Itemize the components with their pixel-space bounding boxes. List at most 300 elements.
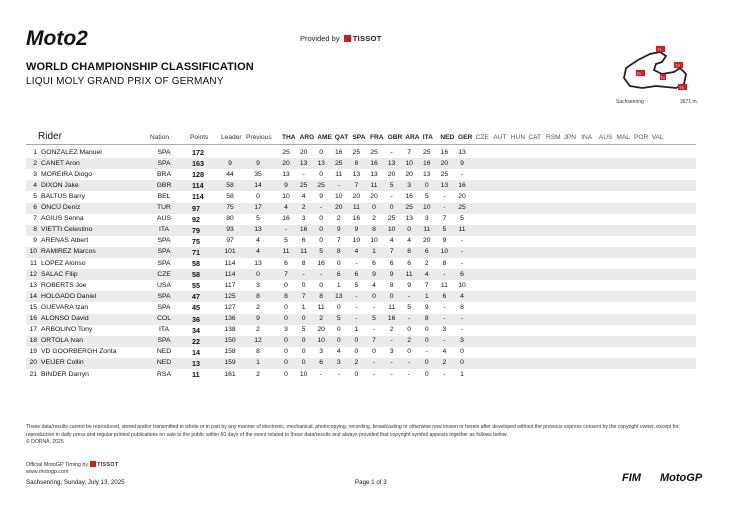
race-result-cell: 20	[352, 192, 361, 200]
race-result-cell: 6	[354, 270, 359, 278]
race-result-cell: -	[443, 270, 446, 278]
race-result-cell: 11	[300, 248, 308, 256]
track-label-t1-text: T1	[657, 47, 662, 52]
race-result-cell: 11	[458, 226, 466, 234]
race-result-cell: 20	[440, 159, 449, 167]
race-result-cell: 16	[405, 192, 413, 200]
race-result-cell: -	[372, 326, 376, 334]
nation-cell: SPA	[157, 259, 171, 267]
race-header-qat: QAT	[334, 134, 349, 141]
rider-name-cell: HOLGADO Daniel	[41, 292, 97, 300]
race-result-cell: 1	[372, 248, 376, 256]
points-cell: 34	[192, 325, 200, 335]
points-cell: 14	[192, 347, 200, 357]
race-result-cell: 4	[424, 270, 429, 278]
race-result-cell: 7	[354, 181, 359, 189]
race-result-cell: 0	[354, 370, 359, 378]
header-nation: Nation	[150, 134, 170, 141]
fim-logo	[622, 470, 652, 484]
position-cell: 5	[33, 192, 37, 200]
header-rider: Rider	[38, 131, 62, 142]
race-header-ina: INA	[581, 134, 593, 141]
nation-cell: SPA	[157, 237, 171, 245]
table-row	[26, 169, 696, 180]
race-result-cell: 2	[442, 359, 447, 367]
race-result-cell: 1	[336, 281, 341, 289]
rider-name-cell: LOPEZ Alonso	[41, 259, 86, 267]
race-header-ara: ARA	[405, 134, 420, 141]
points-cell: 114	[192, 192, 204, 202]
points-cell: 36	[192, 314, 200, 324]
leader-gap-cell: 150	[224, 337, 236, 345]
race-result-cell: -	[372, 303, 376, 311]
table-row	[26, 369, 696, 380]
race-result-cell: -	[408, 315, 411, 322]
race-result-cell: 0	[301, 337, 306, 345]
position-cell: 9	[33, 237, 37, 245]
table-row	[26, 336, 696, 347]
previous-gap-cell: 13	[254, 259, 262, 267]
race-result-cell: 20	[423, 237, 431, 245]
race-result-cell: -	[355, 303, 358, 311]
race-result-cell: 0	[424, 370, 429, 378]
timing-credit	[26, 461, 118, 468]
race-result-cell: 0	[301, 359, 306, 367]
race-result-cell: 10	[282, 192, 290, 200]
race-result-cell: 5	[319, 248, 324, 256]
race-result-cell: 2	[301, 204, 306, 211]
race-result-cell: 8	[460, 303, 464, 311]
nation-cell: RSA	[157, 370, 171, 378]
race-result-cell: -	[390, 192, 393, 200]
rider-name-cell: ÖNCÜ Deniz	[41, 204, 81, 211]
race-result-cell: -	[302, 270, 305, 278]
race-result-cell: 0	[336, 326, 341, 334]
race-result-cell: 10	[335, 192, 343, 200]
page-number: Page 1 of 3	[355, 479, 387, 486]
leader-gap-cell: 136	[224, 315, 236, 322]
race-result-cell: 11	[423, 226, 431, 234]
disclaimer	[26, 424, 706, 447]
leader-gap-cell: 44	[226, 170, 234, 178]
position-cell: 11	[29, 259, 37, 267]
points-cell: 45	[192, 303, 200, 313]
race-result-cell: -	[443, 315, 446, 322]
nation-cell: ITA	[158, 226, 170, 234]
race-result-cell: 0	[319, 170, 324, 178]
race-result-cell: 11	[335, 170, 343, 178]
race-result-cell: 10	[370, 237, 378, 245]
table-row	[26, 358, 696, 369]
previous-gap-cell: 12	[254, 337, 262, 345]
race-result-cell: 0	[372, 292, 376, 300]
page-subtitle: LIQUI MOLY GRAND PRIX OF GERMANY	[26, 76, 224, 87]
nation-cell: SPA	[157, 303, 171, 311]
race-result-cell: 25	[405, 204, 413, 211]
race-header-fra: FRA	[370, 134, 384, 141]
race-result-cell: 0	[284, 370, 288, 378]
position-cell: 1	[33, 148, 37, 156]
points-cell: 55	[192, 281, 200, 291]
points-cell: 97	[192, 203, 200, 213]
race-result-cell: -	[408, 292, 411, 300]
race-header-ita: ITA	[422, 134, 433, 141]
previous-gap-cell: 35	[254, 170, 262, 178]
race-result-cell: 6	[319, 359, 324, 367]
race-result-cell: 4	[336, 348, 341, 356]
race-result-cell: 0	[389, 204, 394, 211]
race-result-cell: 9	[424, 303, 429, 311]
race-result-cell: 5	[354, 281, 359, 289]
race-result-cell: -	[372, 359, 376, 367]
race-result-cell: 25	[335, 159, 343, 167]
leader-gap-cell: 127	[224, 303, 236, 311]
track-label-fl-text: FL	[637, 71, 642, 76]
position-cell: 19	[29, 348, 37, 356]
points-cell: 58	[192, 259, 200, 268]
race-result-cell: 2	[389, 326, 394, 334]
table-row	[26, 191, 696, 202]
leader-gap-cell: 117	[224, 281, 236, 289]
race-result-cell: 4	[442, 348, 447, 356]
position-cell: 8	[33, 226, 37, 234]
nation-cell: SPA	[157, 248, 171, 256]
race-result-cell: 25	[458, 204, 466, 211]
race-result-cell: -	[443, 204, 446, 211]
race-result-cell: 0	[407, 348, 412, 356]
motogp-logo-text: MotoGP	[660, 472, 703, 484]
rider-name-cell: GONZALEZ Manuel	[41, 148, 102, 156]
race-result-cell: -	[390, 370, 393, 378]
race-result-cell: 2	[407, 337, 412, 345]
track-label-t3-text: T3	[679, 85, 684, 90]
race-result-cell: 8	[424, 315, 429, 322]
race-header-aut: AUT	[493, 134, 507, 141]
race-result-cell: 0	[319, 237, 324, 245]
race-result-cell: 0	[336, 303, 341, 311]
table-row	[26, 347, 696, 358]
race-result-cell: 11	[352, 204, 360, 211]
race-result-cell: 16	[423, 159, 431, 167]
timing-prefix: Official MotoGP Timing by	[26, 462, 89, 468]
race-result-cell: 11	[317, 303, 325, 311]
rider-name-cell: RAMIREZ Marcos	[41, 248, 96, 256]
points-cell: 11	[192, 370, 200, 379]
table-row	[26, 247, 696, 258]
race-result-cell: 16	[440, 148, 449, 156]
leader-gap-cell: 138	[224, 326, 236, 334]
race-result-cell: 6	[407, 259, 412, 267]
leader-gap-cell: 161	[224, 370, 236, 378]
race-result-cell: 8	[319, 292, 324, 300]
race-header-tha: THA	[282, 134, 296, 141]
leader-gap-cell: 125	[224, 292, 236, 300]
race-result-cell: 8	[354, 159, 359, 167]
points-cell: 163	[192, 159, 204, 169]
points-cell: 47	[192, 292, 200, 302]
race-header-mal: MAL	[616, 134, 630, 141]
race-result-cell: 3	[336, 359, 341, 367]
race-result-cell: -	[355, 259, 358, 267]
table-row	[26, 269, 696, 280]
race-result-cell: 16	[299, 226, 308, 234]
race-header-ame: AME	[317, 134, 332, 141]
race-result-cell: 6	[424, 248, 429, 256]
header-leader: Leader	[221, 134, 242, 141]
race-result-cell: 13	[405, 215, 413, 223]
position-cell: 17	[29, 326, 37, 334]
race-result-cell: -	[460, 326, 464, 334]
provided-by	[300, 34, 382, 43]
table-row	[26, 203, 696, 214]
nation-cell: BRA	[157, 170, 171, 178]
previous-gap-cell: 2	[256, 303, 260, 311]
race-result-cell: 4	[372, 281, 376, 289]
race-result-cell: 6	[372, 259, 376, 267]
rider-name-cell: VIETTI Celestino	[41, 226, 93, 234]
race-result-cell: 9	[284, 181, 288, 189]
race-result-cell: 5	[389, 181, 394, 189]
race-result-cell: 3	[442, 326, 447, 334]
race-result-cell: -	[372, 370, 376, 378]
race-result-cell: 8	[372, 226, 376, 234]
race-result-cell: 20	[299, 148, 308, 156]
leader-gap-cell: 158	[224, 348, 236, 356]
race-result-cell: 16	[317, 259, 325, 267]
race-result-cell: 2	[336, 215, 341, 223]
rider-name-cell: DIXON Jake	[41, 181, 79, 189]
race-result-cell: 10	[440, 248, 449, 256]
race-result-cell: 7	[407, 148, 412, 156]
race-result-cell: 3	[407, 181, 412, 189]
disclaimer-text: These data/results cannot be reproduced, stored and/or transmitted in whole or in part by any manner of electronic, mechanical, photocopying, recording, broadcasting or otherwise now known or herein after developed without the previous express consent by the copyright owner, except for reproduction in daily press and regular printed publications on sale to the public within 60 days of the event related to those data/results and always provided that copyright symbol appears together as follows below.	[26, 424, 679, 438]
race-result-cell: 0	[389, 292, 394, 300]
race-header-cze: CZE	[475, 134, 489, 141]
race-result-cell: 0	[284, 348, 288, 356]
race-result-cell: 13	[352, 170, 361, 178]
race-result-cell: 5	[407, 303, 412, 311]
provided-by-sponsor: TISSOT	[352, 34, 382, 43]
track-map-icon	[616, 44, 696, 94]
race-result-cell: 13	[282, 170, 290, 178]
race-result-cell: 1	[354, 326, 359, 334]
race-result-cell: 3	[301, 215, 306, 223]
points-cell: 75	[192, 236, 200, 246]
race-result-cell: 13	[458, 148, 466, 156]
race-result-cell: -	[460, 259, 464, 267]
points-cell: 172	[192, 148, 204, 157]
timing-sponsor: TISSOT	[97, 462, 119, 468]
previous-gap-cell: 4	[256, 248, 260, 256]
race-result-cell: 5	[424, 192, 429, 200]
page-title: WORLD CHAMPIONSHIP CLASSIFICATION	[26, 61, 254, 73]
race-result-cell: 1	[460, 370, 464, 378]
position-cell: 6	[33, 204, 37, 211]
race-result-cell: 13	[335, 292, 343, 300]
rider-name-cell: ARBOLINO Tony	[41, 326, 93, 334]
points-cell: 114	[192, 181, 204, 191]
previous-gap-cell: 4	[256, 237, 260, 245]
race-result-cell: 0	[319, 148, 324, 156]
race-result-cell: 6	[442, 292, 447, 300]
race-result-cell: 13	[317, 159, 325, 167]
race-result-cell: -	[460, 315, 464, 322]
rider-name-cell: ALONSO David	[41, 315, 89, 322]
race-result-cell: 9	[407, 281, 412, 289]
race-result-cell: 0	[284, 337, 288, 345]
previous-gap-cell: 14	[254, 181, 262, 189]
race-result-cell: -	[355, 315, 358, 322]
rider-name-cell: VEIJER Collin	[41, 359, 84, 367]
header-points: Points	[190, 134, 209, 141]
race-result-cell: 11	[370, 181, 378, 189]
nation-cell: SPA	[157, 292, 171, 300]
race-result-cell: -	[460, 248, 464, 256]
previous-gap-cell: 0	[256, 192, 260, 200]
nation-cell: USA	[157, 281, 171, 289]
race-result-cell: 0	[372, 204, 376, 211]
position-cell: 12	[29, 270, 37, 278]
race-result-cell: 7	[301, 292, 306, 300]
position-cell: 20	[29, 359, 37, 367]
previous-gap-cell: 3	[256, 281, 260, 289]
leader-gap-cell: 9	[228, 159, 232, 167]
track-label-t2-text: T2	[675, 63, 680, 68]
website-link[interactable]: www.motogp.com	[26, 469, 69, 475]
rider-name-cell: CANET Aron	[41, 159, 80, 167]
race-result-cell: 10	[317, 337, 325, 345]
rider-name-cell: SALAC Filip	[41, 270, 78, 278]
table-row	[26, 325, 696, 336]
race-result-cell: 9	[442, 237, 447, 245]
event-place-date: Sachsenring, Sunday, July 13, 2025	[26, 479, 125, 486]
rider-name-cell: BINDER Darryn	[41, 370, 89, 378]
moto2-logo-text: Moto2	[26, 27, 88, 49]
race-result-cell: 4	[389, 237, 394, 245]
race-result-cell: 9	[319, 192, 324, 200]
race-result-cell: 5	[284, 237, 288, 245]
race-result-cell: 0	[336, 259, 341, 267]
race-header-ger: GER	[458, 134, 473, 141]
race-result-cell: 0	[407, 226, 412, 234]
race-header-gbr: GBR	[387, 134, 403, 141]
nation-cell: SPA	[157, 159, 171, 167]
race-result-cell: 20	[317, 326, 325, 334]
race-result-cell: 5	[336, 315, 341, 322]
race-header-arg: ARG	[299, 134, 315, 141]
nation-cell: ITA	[158, 326, 170, 334]
nation-cell: NED	[156, 348, 172, 356]
race-result-cell: 13	[370, 170, 378, 178]
race-result-cell: 0	[372, 348, 376, 356]
position-cell: 7	[33, 215, 37, 223]
race-result-cell: 0	[424, 359, 429, 367]
nation-cell: AUS	[157, 215, 171, 223]
table-row	[26, 314, 696, 325]
race-result-cell: 10	[387, 226, 396, 234]
race-result-cell: 10	[299, 370, 308, 378]
race-header-val: VAL	[651, 134, 664, 141]
race-result-cell: 2	[372, 215, 376, 223]
leader-gap-cell: 114	[224, 270, 236, 278]
provided-by-prefix: Provided by	[300, 34, 340, 43]
motogp-logo	[660, 470, 718, 484]
race-result-cell: 0	[336, 337, 341, 345]
leader-gap-cell: 101	[224, 248, 236, 256]
position-cell: 14	[29, 292, 37, 300]
race-result-cell: 20	[387, 170, 396, 178]
race-result-cell: 2	[319, 315, 324, 322]
race-result-cell: 10	[458, 281, 466, 289]
race-result-cell: 0	[284, 303, 288, 311]
leader-gap-cell: 159	[224, 359, 236, 367]
nation-cell: GBR	[156, 181, 172, 189]
race-result-cell: 0	[319, 281, 324, 289]
table-row	[26, 236, 696, 247]
race-result-cell: -	[320, 204, 323, 211]
race-header-aus: AUS	[598, 134, 613, 141]
table-row	[26, 302, 696, 313]
position-cell: 21	[29, 370, 37, 378]
race-result-cell: -	[460, 237, 464, 245]
race-result-cell: 10	[405, 159, 413, 167]
table-row	[26, 158, 696, 169]
race-result-cell: 8	[284, 292, 288, 300]
race-result-cell: 4	[354, 248, 359, 256]
race-result-cell: 0	[354, 337, 359, 345]
points-cell: 79	[192, 225, 200, 235]
race-result-cell: 3	[460, 337, 464, 345]
race-result-cell: 3	[284, 326, 288, 334]
race-result-cell: 7	[424, 281, 429, 289]
race-result-cell: -	[408, 359, 411, 367]
race-result-cell: 25	[352, 148, 361, 156]
race-result-cell: 25	[317, 181, 325, 189]
race-result-cell: -	[390, 148, 393, 156]
race-result-cell: 25	[440, 170, 449, 178]
previous-gap-cell: 9	[256, 315, 260, 322]
race-result-cell: 8	[389, 281, 394, 289]
moto2-logo	[26, 27, 118, 49]
points-cell: 22	[192, 336, 200, 346]
race-header-cat: CAT	[528, 134, 542, 141]
race-result-cell: 1	[301, 303, 306, 311]
leader-gap-cell: 58	[226, 181, 234, 189]
rider-name-cell: MOREIRA Diogo	[41, 170, 92, 178]
position-cell: 18	[29, 337, 37, 345]
circuit-length: 3671 m.	[680, 99, 699, 105]
race-result-cell: 16	[387, 315, 396, 322]
race-result-cell: 3	[319, 348, 324, 356]
race-result-cell: 16	[458, 181, 466, 189]
rider-name-cell: BALTUS Barry	[41, 192, 86, 200]
race-result-cell: 8	[301, 259, 306, 267]
race-result-cell: -	[443, 337, 446, 345]
race-result-cell: 7	[442, 215, 447, 223]
race-result-cell: 10	[352, 237, 361, 245]
race-result-cell: -	[408, 370, 411, 378]
race-result-cell: 1	[424, 292, 429, 300]
rider-name-cell: ROBERTS Joe	[41, 281, 87, 289]
race-result-cell: 20	[458, 192, 466, 200]
previous-gap-cell: 2	[256, 326, 260, 334]
race-result-cell: 0	[424, 326, 429, 334]
race-result-cell: 7	[284, 270, 288, 278]
leader-gap-cell: 80	[226, 215, 234, 223]
race-result-cell: 11	[388, 303, 396, 311]
position-cell: 10	[29, 248, 37, 256]
race-result-cell: 6	[284, 259, 288, 267]
